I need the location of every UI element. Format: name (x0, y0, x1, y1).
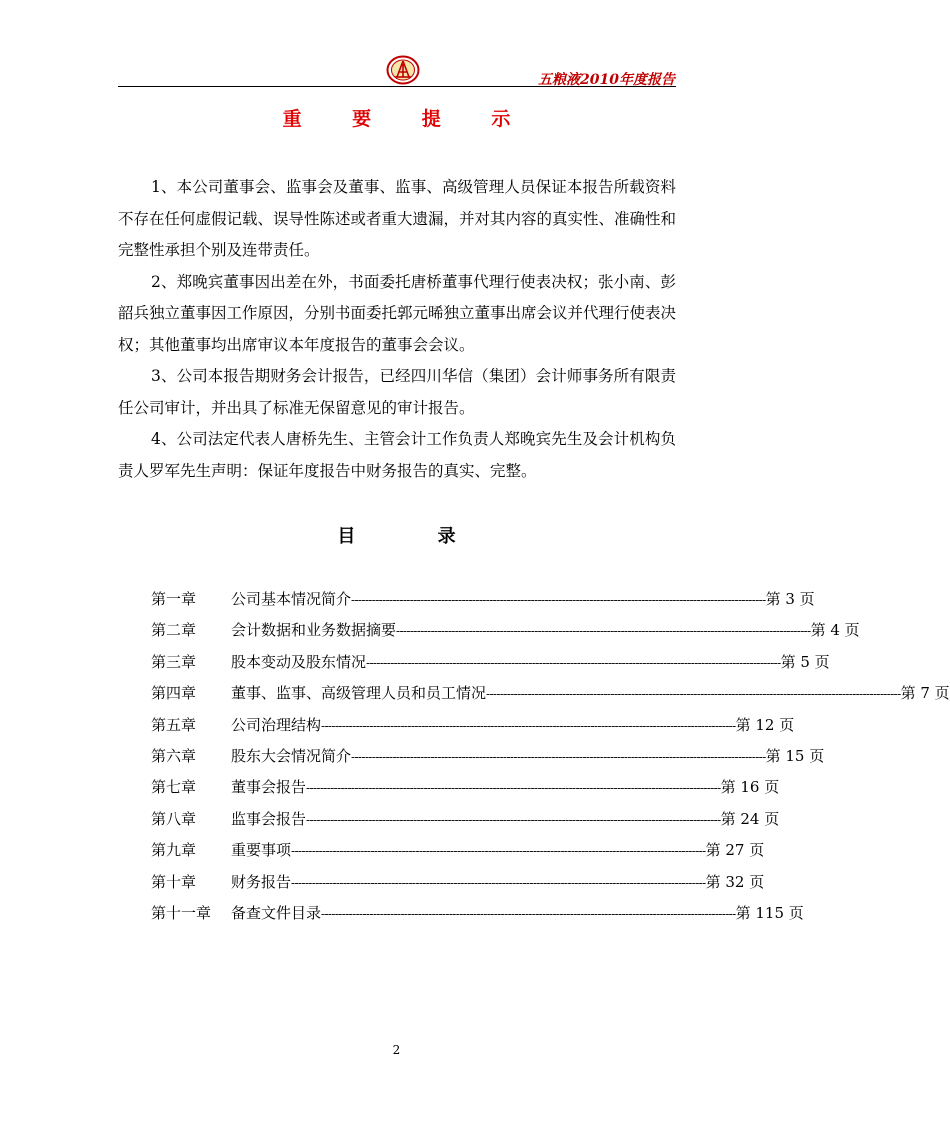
toc-chapter-label: 第八章 (151, 809, 197, 828)
toc-page-ref: 第 7 页 (900, 684, 950, 703)
toc-chapter-label: 第七章 (151, 778, 197, 797)
toc-page-ref: 第 27 页 (705, 841, 765, 860)
toc-chapter-label: 第十一章 (151, 903, 212, 922)
toc-entry[interactable] (151, 714, 795, 745)
toc-page-ref: 第 5 页 (780, 652, 830, 671)
toc-entry[interactable] (151, 651, 830, 682)
toc-dot-leader: ------------------------------------------------------------------------------------------------------------------------ (291, 875, 706, 890)
toc-dot-leader: ------------------------------------------------------------------------------------------------------------------------ (366, 655, 781, 670)
toc-section-name: 财务报告 (231, 872, 292, 891)
toc-page-ref: 第 24 页 (720, 809, 780, 828)
toc-chapter-label: 第六章 (151, 746, 197, 765)
toc-chapter-label: 第一章 (151, 590, 197, 608)
notice-title: 重 要 提 示 (282, 108, 533, 130)
notice-paragraph-3: 3、公司本报告期财务会计报告，已经四川华信（集团）会计师事务所有限责任公司审计，并出具了标准无保留意见的审计报告。 (118, 367, 676, 417)
toc-section-name: 董事、监事、高级管理人员和员工情况 (231, 684, 487, 703)
toc-section-name: 董事会报告 (231, 778, 307, 797)
toc-section-name: 重要事项 (231, 841, 292, 860)
toc-page-ref: 第 4 页 (810, 621, 860, 640)
header-divider (118, 86, 676, 87)
toc-page-ref: 第 32 页 (705, 872, 765, 891)
toc-section-name: 备查文件目录 (231, 903, 322, 922)
toc-section-name: 公司基本情况简介 (231, 590, 352, 608)
toc-entry[interactable] (151, 776, 780, 807)
toc-section-name: 监事会报告 (231, 809, 307, 828)
toc-chapter-label: 第五章 (151, 715, 197, 734)
toc-chapter-label: 第二章 (151, 621, 197, 640)
toc-section-name: 公司治理结构 (231, 715, 322, 734)
company-logo-icon (386, 55, 420, 85)
toc-entry[interactable] (151, 902, 804, 933)
toc-entry[interactable] (151, 808, 780, 839)
toc-dot-leader: ------------------------------------------------------------------------------------------------------------------------ (351, 593, 766, 607)
toc-dot-leader: ------------------------------------------------------------------------------------------------------------------------ (396, 624, 811, 639)
toc-dot-leader: ------------------------------------------------------------------------------------------------------------------------ (306, 781, 721, 796)
notice-body (118, 172, 676, 487)
notice-paragraph-4: 4、公司法定代表人唐桥先生、主管会计工作负责人郑晚宾先生及会计机构负责人罗军先生声明：保证年度报告中财务报告的真实、完整。 (118, 430, 676, 480)
toc-entry[interactable] (151, 745, 825, 776)
toc-entry[interactable] (151, 619, 860, 650)
toc-page-ref: 第 12 页 (735, 715, 795, 734)
table-of-contents (151, 588, 950, 933)
toc-page-ref: 第 15 页 (765, 746, 825, 765)
page-number: 2 (392, 1043, 401, 1057)
toc-entry[interactable] (151, 682, 950, 713)
toc-chapter-label: 第三章 (151, 652, 197, 671)
toc-section-name: 股本变动及股东情况 (231, 652, 367, 671)
toc-dot-leader: ------------------------------------------------------------------------------------------------------------------------ (291, 844, 706, 859)
toc-chapter-label: 第十章 (151, 872, 197, 891)
toc-dot-leader: ------------------------------------------------------------------------------------------------------------------------ (486, 687, 901, 702)
toc-dot-leader: ------------------------------------------------------------------------------------------------------------------------ (321, 906, 736, 921)
notice-paragraph-2: 2、郑晚宾董事因出差在外，书面委托唐桥董事代理行使表决权；张小南、彭韶兵独立董事因工作原因，分别书面委托郭元晞独立董事出席会议并代理行使表决权；其他董事均出席审议本年度报告的董事会会议。 (118, 272, 677, 354)
notice-paragraph-1: 1、本公司董事会、监事会及董事、监事、高级管理人员保证本报告所载资料不存在任何虚假记载、误导性陈述或者重大遗漏，并对其内容的真实性、准确性和完整性承担个别及连带责任。 (118, 178, 677, 259)
toc-page-ref: 第 16 页 (720, 778, 780, 797)
header-brand-report-title: 五粮液2010年度报告 (538, 72, 675, 88)
toc-entry[interactable] (151, 871, 765, 902)
toc-dot-leader: ------------------------------------------------------------------------------------------------------------------------ (351, 749, 766, 764)
toc-chapter-label: 第四章 (151, 684, 197, 703)
toc-page-ref: 第 3 页 (765, 590, 815, 608)
toc-chapter-label: 第九章 (151, 841, 197, 860)
toc-title: 目 录 (337, 526, 494, 547)
toc-section-name: 股东大会情况简介 (231, 746, 352, 765)
toc-page-ref: 第 115 页 (735, 903, 804, 922)
toc-entry[interactable] (151, 839, 765, 870)
toc-dot-leader: ------------------------------------------------------------------------------------------------------------------------ (321, 718, 736, 733)
toc-entry[interactable] (151, 588, 815, 619)
toc-section-name: 会计数据和业务数据摘要 (231, 621, 397, 640)
toc-dot-leader: ------------------------------------------------------------------------------------------------------------------------ (306, 812, 721, 827)
